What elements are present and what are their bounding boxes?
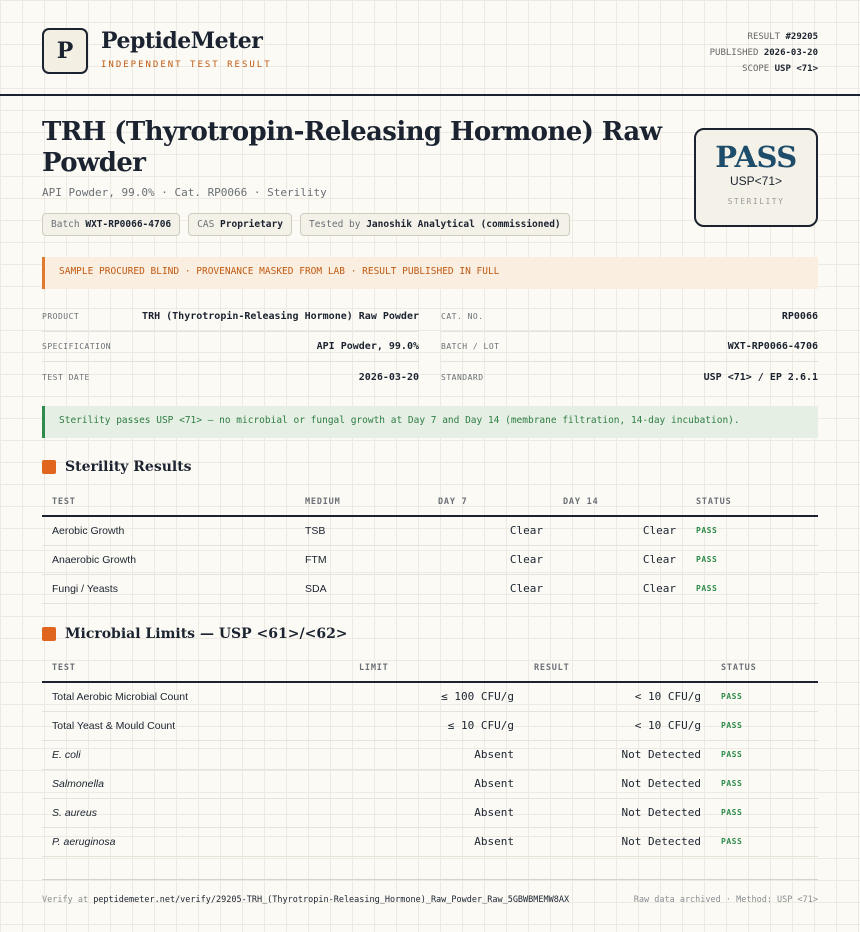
brand-logo[interactable] bbox=[42, 28, 88, 74]
pass-standard: USP<71> bbox=[729, 174, 783, 188]
page-subtitle: API Powder, 99.0% · Cat. RP0066 · Sterility bbox=[42, 186, 327, 199]
test-name: P. aeruginosa bbox=[42, 827, 349, 856]
test-name: Anaerobic Growth bbox=[42, 545, 295, 574]
section-marker-icon bbox=[42, 627, 56, 641]
info-row-batch bbox=[441, 332, 818, 362]
brand-tagline: INDEPENDENT TEST RESULT bbox=[101, 60, 272, 70]
chip-label: CAS bbox=[197, 219, 215, 230]
status-badge: PASS bbox=[686, 516, 818, 545]
column-header: TEST bbox=[42, 488, 295, 516]
published-line bbox=[710, 45, 818, 61]
result-label: RESULT bbox=[747, 32, 781, 42]
scope-line bbox=[710, 61, 818, 77]
status-badge: PASS bbox=[686, 545, 818, 574]
info-label: SPECIFICATION bbox=[42, 342, 112, 351]
info-row-specification bbox=[42, 332, 419, 362]
info-label: CAT. NO. bbox=[441, 312, 484, 321]
table-header-row bbox=[42, 654, 818, 682]
tested-by-chip bbox=[300, 213, 570, 236]
day14-result: Clear bbox=[553, 574, 686, 603]
result-id-line bbox=[710, 29, 818, 45]
cas-chip bbox=[188, 213, 292, 236]
section-title-text: Sterility Results bbox=[65, 459, 192, 475]
result: < 10 CFU/g bbox=[524, 682, 711, 711]
chip-row bbox=[42, 213, 570, 236]
column-header: DAY 7 bbox=[428, 488, 553, 516]
chip-value: WXT-RP0066-4706 bbox=[85, 219, 172, 230]
info-value: WXT-RP0066-4706 bbox=[727, 341, 818, 352]
scope-value: USP <71> bbox=[774, 64, 818, 74]
table-row bbox=[42, 769, 818, 798]
limit: Absent bbox=[349, 798, 524, 827]
limit: Absent bbox=[349, 769, 524, 798]
table-row bbox=[42, 827, 818, 856]
info-row-cat-no bbox=[441, 302, 818, 332]
table-row bbox=[42, 545, 818, 574]
verify-link[interactable]: peptidemeter.net/verify/29205-TRH_(Thyrotropin-Releasing_Hormone)_Raw_Powder_Raw_5GBWBMEMW8AX bbox=[93, 895, 570, 905]
medium: FTM bbox=[295, 545, 428, 574]
table-row bbox=[42, 711, 818, 740]
medium: SDA bbox=[295, 574, 428, 603]
column-header: RESULT bbox=[524, 654, 711, 682]
info-label: TEST DATE bbox=[42, 372, 90, 382]
info-value: 2026-03-20 bbox=[358, 371, 419, 383]
page-title: TRH (Thyrotropin-Releasing Hormone) Raw Powder bbox=[42, 117, 662, 178]
status-badge: PASS bbox=[711, 740, 818, 769]
footer bbox=[42, 879, 818, 905]
result: Not Detected bbox=[524, 798, 711, 827]
day14-result: Clear bbox=[553, 545, 686, 574]
column-header: STATUS bbox=[711, 654, 818, 682]
info-row-standard bbox=[441, 362, 818, 392]
info-label: BATCH / LOT bbox=[441, 342, 500, 351]
status-badge: PASS bbox=[711, 711, 818, 740]
result-meta bbox=[710, 29, 818, 77]
published-value: 2026-03-20 bbox=[763, 48, 818, 58]
info-row-product bbox=[42, 302, 419, 332]
batch-chip bbox=[42, 213, 180, 236]
day7-result: Clear bbox=[428, 574, 553, 603]
info-value: USP <71> / EP 2.6.1 bbox=[703, 371, 818, 383]
pass-verdict: PASS bbox=[715, 140, 797, 174]
info-row-test-date bbox=[42, 362, 419, 392]
medium: TSB bbox=[295, 516, 428, 545]
test-name: S. aureus bbox=[42, 798, 349, 827]
brand-name[interactable]: PeptideMeter bbox=[101, 28, 263, 54]
status-badge: PASS bbox=[711, 769, 818, 798]
table-row bbox=[42, 740, 818, 769]
info-value: TRH (Thyrotropin-Releasing Hormone) Raw Powder bbox=[142, 311, 419, 322]
chip-label: Batch bbox=[51, 219, 80, 230]
result: Not Detected bbox=[524, 740, 711, 769]
column-header: STATUS bbox=[686, 488, 818, 516]
microbial-section-title bbox=[42, 626, 348, 642]
published-label: PUBLISHED bbox=[709, 48, 759, 58]
test-name: Salmonella bbox=[42, 769, 349, 798]
table-row bbox=[42, 798, 818, 827]
pass-badge bbox=[694, 128, 818, 227]
info-label: PRODUCT bbox=[42, 312, 80, 321]
result: Not Detected bbox=[524, 769, 711, 798]
scope-label: SCOPE bbox=[742, 64, 770, 74]
info-value: RP0066 bbox=[781, 311, 818, 322]
info-label: STANDARD bbox=[441, 372, 484, 382]
sterility-table bbox=[42, 488, 818, 604]
column-header: TEST bbox=[42, 654, 349, 682]
day14-result: Clear bbox=[553, 516, 686, 545]
footer-method-note: Raw data archived · Method: USP <71> bbox=[633, 895, 818, 905]
info-left bbox=[42, 302, 419, 392]
test-name: Total Aerobic Microbial Count bbox=[42, 682, 349, 711]
chip-label: Tested by bbox=[308, 219, 361, 230]
chip-value: Proprietary bbox=[220, 219, 283, 230]
test-name: Aerobic Growth bbox=[42, 516, 295, 545]
header bbox=[0, 0, 860, 96]
microbial-table bbox=[42, 654, 818, 857]
logo-letter: P bbox=[56, 38, 74, 64]
section-marker-icon bbox=[42, 460, 56, 474]
column-header: DAY 14 bbox=[553, 488, 686, 516]
blind-notice: SAMPLE PROCURED BLIND · PROVENANCE MASKED FROM LAB · RESULT PUBLISHED IN FULL bbox=[42, 257, 818, 289]
limit: Absent bbox=[349, 740, 524, 769]
table-header-row bbox=[42, 488, 818, 516]
limit: ≤ 10 CFU/g bbox=[349, 711, 524, 740]
status-badge: PASS bbox=[686, 574, 818, 603]
status-badge: PASS bbox=[711, 827, 818, 856]
limit: Absent bbox=[349, 827, 524, 856]
column-header: LIMIT bbox=[349, 654, 524, 682]
result-value: #29205 bbox=[785, 32, 818, 42]
test-name: Fungi / Yeasts bbox=[42, 574, 295, 603]
test-name: Total Yeast & Mould Count bbox=[42, 711, 349, 740]
result: < 10 CFU/g bbox=[524, 711, 711, 740]
result: Not Detected bbox=[524, 827, 711, 856]
info-value: API Powder, 99.0% bbox=[316, 341, 419, 352]
status-badge: PASS bbox=[711, 798, 818, 827]
limit: ≤ 100 CFU/g bbox=[349, 682, 524, 711]
section-title-text: Microbial Limits — USP <61>/<62> bbox=[65, 626, 348, 642]
verify-label: Verify at bbox=[42, 895, 89, 905]
table-row bbox=[42, 574, 818, 603]
result-summary-banner: Sterility passes USP <71> — no microbial or fungal growth at Day 7 and Day 14 (membrane filtration, 14-day incubation). bbox=[42, 406, 818, 438]
chip-value: Janoshik Analytical (commissioned) bbox=[366, 219, 561, 230]
status-badge: PASS bbox=[711, 682, 818, 711]
pass-category: STERILITY bbox=[727, 197, 785, 206]
day7-result: Clear bbox=[428, 545, 553, 574]
column-header: MEDIUM bbox=[295, 488, 428, 516]
verify-line bbox=[42, 895, 569, 905]
table-row bbox=[42, 682, 818, 711]
test-name: E. coli bbox=[42, 740, 349, 769]
info-right bbox=[441, 302, 818, 392]
table-row bbox=[42, 516, 818, 545]
day7-result: Clear bbox=[428, 516, 553, 545]
sterility-section-title bbox=[42, 459, 192, 475]
